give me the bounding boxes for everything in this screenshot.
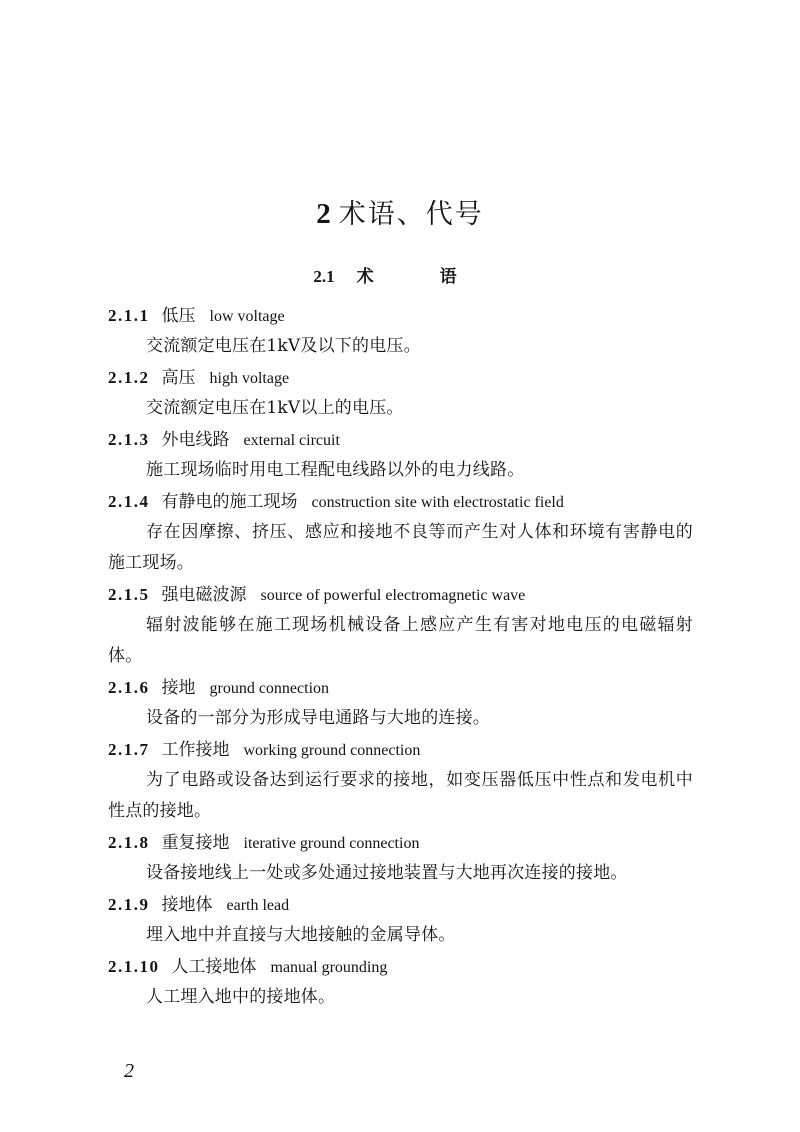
term-english: construction site with electrostatic field [311, 494, 564, 511]
term-chinese: 工作接地 [161, 740, 230, 760]
term-chinese: 有静电的施工现场 [161, 492, 298, 512]
chapter-name: 术语、代号 [338, 199, 484, 230]
chapter-number: 2 [316, 198, 333, 230]
term-heading [108, 362, 693, 393]
term-chinese: 接地 [161, 678, 196, 698]
term-number: 2.1.3 [108, 430, 150, 449]
term-entry [108, 300, 693, 362]
term-entry [108, 486, 693, 579]
section-number: 2.1 [313, 267, 335, 286]
section-title [0, 262, 800, 287]
term-chinese: 强电磁波源 [161, 585, 247, 605]
term-number: 2.1.8 [108, 833, 150, 852]
page-number: 2 [124, 1060, 134, 1082]
term-english: source of powerful electromagnetic wave [260, 587, 526, 604]
term-heading [108, 827, 693, 858]
term-number: 2.1.4 [108, 492, 150, 511]
term-heading [108, 734, 693, 765]
term-english: manual grounding [270, 959, 388, 976]
term-heading [108, 579, 693, 610]
term-chinese: 接地体 [161, 895, 213, 915]
term-definition: 设备接地线上一处或多处通过接地装置与大地再次连接的接地。 [146, 863, 628, 883]
term-chinese: 人工接地体 [171, 957, 257, 977]
term-heading [108, 424, 693, 455]
term-number: 2.1.9 [108, 895, 150, 914]
term-definition: 辐射波能够在施工现场机械设备上感应产生有害对地电压的电磁辐射体。 [108, 615, 693, 666]
term-number: 2.1.1 [108, 306, 150, 325]
term-number: 2.1.2 [108, 368, 150, 387]
term-definition: 埋入地中并直接与大地接触的金属导体。 [146, 925, 456, 945]
term-list [108, 300, 693, 1013]
term-english: high voltage [209, 370, 290, 387]
term-entry [108, 889, 693, 951]
term-definition: 人工埋入地中的接地体。 [146, 987, 336, 1007]
term-entry [108, 672, 693, 734]
term-heading [108, 300, 693, 331]
term-english: external circuit [243, 432, 340, 449]
term-number: 2.1.7 [108, 740, 150, 759]
term-definition: 设备的一部分为形成导电通路与大地的连接。 [146, 708, 490, 728]
term-english: iterative ground connection [243, 835, 420, 852]
term-entry [108, 424, 693, 486]
term-heading [108, 951, 693, 982]
term-definition: 交流额定电压在1kV以上的电压。 [146, 398, 404, 418]
term-entry [108, 951, 693, 1013]
term-english: ground connection [209, 680, 330, 697]
term-english: low voltage [209, 308, 285, 325]
term-heading [108, 672, 693, 703]
term-english: working ground connection [243, 742, 421, 759]
term-definition: 交流额定电压在1kV及以下的电压。 [146, 336, 421, 356]
chapter-title [0, 192, 800, 231]
term-heading [108, 486, 693, 517]
section-name: 术 语 [356, 267, 487, 287]
term-chinese: 重复接地 [161, 833, 230, 853]
term-number: 2.1.10 [108, 957, 160, 976]
term-number: 2.1.5 [108, 585, 150, 604]
term-definition: 施工现场临时用电工程配电线路以外的电力线路。 [146, 460, 525, 480]
term-heading [108, 889, 693, 920]
term-definition: 为了电路或设备达到运行要求的接地，如变压器低压中性点和发电机中性点的接地。 [108, 770, 693, 821]
term-entry [108, 734, 693, 827]
term-entry [108, 579, 693, 672]
term-chinese: 外电线路 [161, 430, 230, 450]
term-entry [108, 827, 693, 889]
term-chinese: 高压 [161, 368, 196, 388]
term-definition: 存在因摩擦、挤压、感应和接地不良等而产生对人体和环境有害静电的施工现场。 [108, 522, 693, 573]
term-entry [108, 362, 693, 424]
term-number: 2.1.6 [108, 678, 150, 697]
term-english: earth lead [226, 897, 290, 914]
term-chinese: 低压 [161, 306, 196, 326]
